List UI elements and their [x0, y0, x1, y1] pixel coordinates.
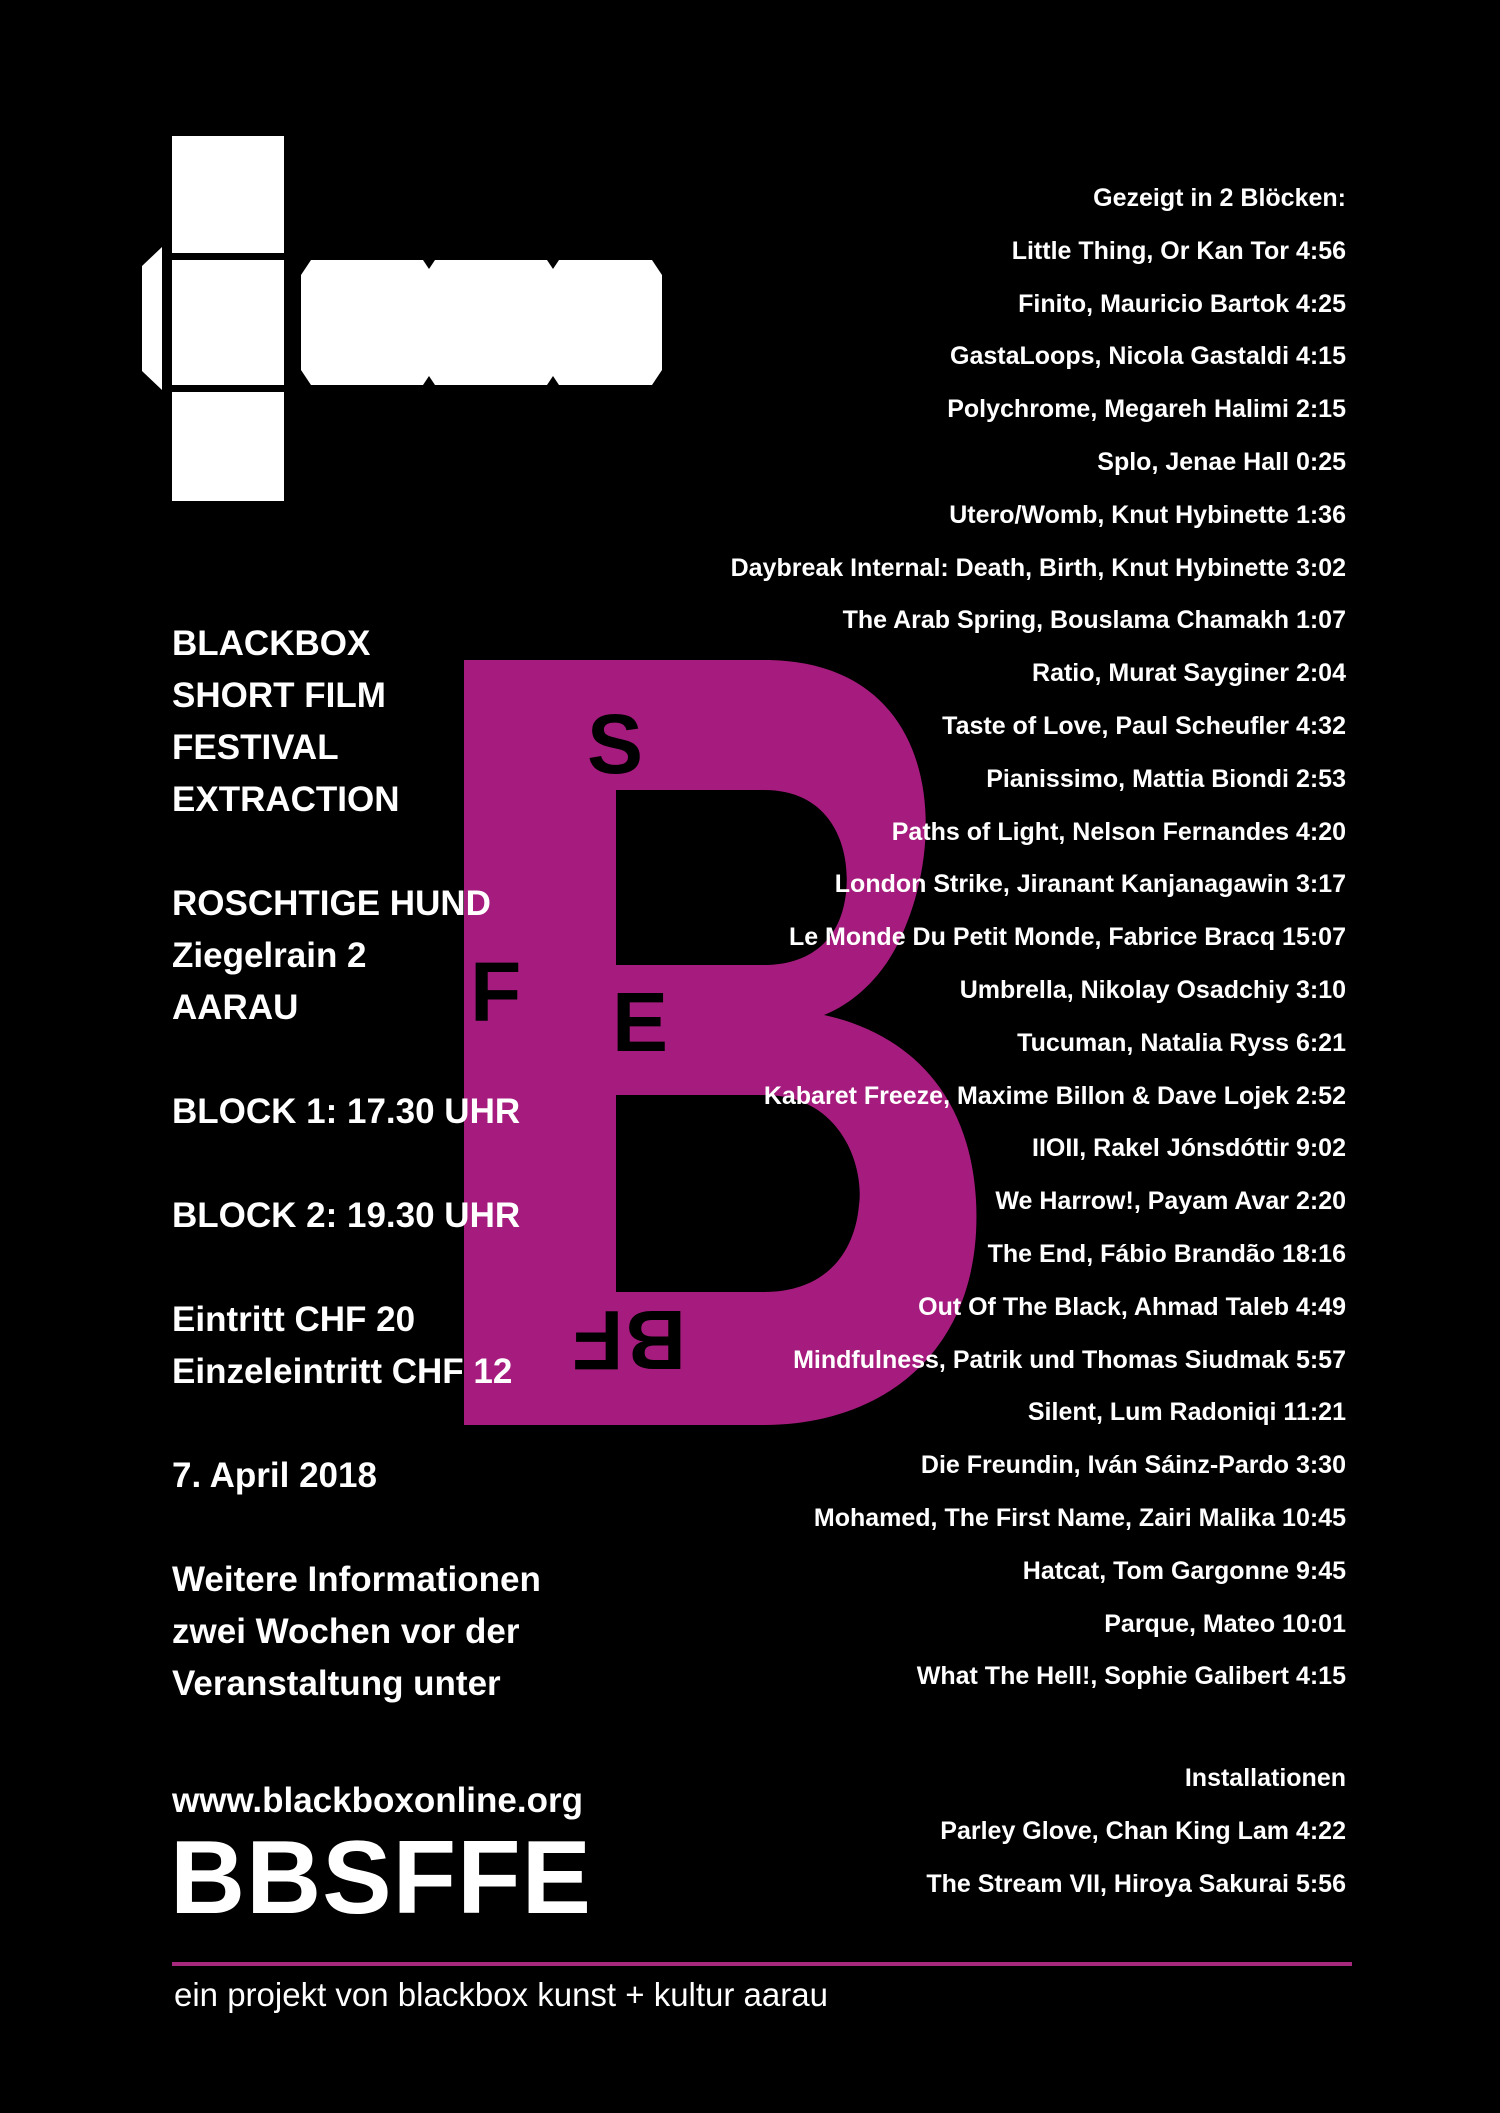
film-entry: Mohamed, The First Name, Zairi Malika 10:45 [813, 1503, 1346, 1532]
film-entry: Mindfulness, Patrik und Thomas Siudmak 5:57 [793, 1345, 1346, 1374]
block-1-time: BLOCK 1: 17.30 UHR [172, 1092, 521, 1131]
title-line: EXTRACTION [172, 780, 400, 819]
film-entry: Little Thing, Or Kan Tor 4:56 [1011, 236, 1346, 265]
program-heading: Gezeigt in 2 Blöcken: [1093, 184, 1346, 212]
title-line: FESTIVAL [172, 728, 339, 767]
film-entry: What The Hell!, Sophie Galibert 4:15 [916, 1662, 1346, 1691]
film-entry: We Harrow!, Payam Avar 2:20 [995, 1187, 1346, 1216]
film-entry: The End, Fábio Brandão 18:16 [987, 1239, 1346, 1268]
film-entry: IIOII, Rakel Jónsdóttir 9:02 [1032, 1134, 1346, 1163]
film-entry: Utero/Womb, Knut Hybinette 1:36 [949, 500, 1346, 529]
film-entry: Paths of Light, Nelson Fernandes 4:20 [891, 817, 1346, 846]
film-entry: Silent, Lum Radoniqi 11:21 [1027, 1398, 1346, 1427]
film-entry: Tucuman, Natalia Ryss 6:21 [1017, 1028, 1346, 1057]
film-entry: Ratio, Murat Sayginer 2:04 [1032, 659, 1346, 688]
installation-entry: Parley Glove, Chan King Lam 4:22 [940, 1816, 1346, 1845]
website-link[interactable]: www.blackboxonline.org [172, 1781, 583, 1820]
film-entry: Kabaret Freeze, Maxime Billon & Dave Lojek 2:52 [763, 1081, 1346, 1110]
footer-divider [172, 1962, 1352, 1966]
installations-heading: Installationen [1184, 1764, 1346, 1792]
film-entry: The Arab Spring, Bouslama Chamakh 1:07 [842, 606, 1346, 635]
film-entry: Out Of The Black, Ahmad Taleb 4:49 [918, 1292, 1346, 1321]
film-entry: Finito, Mauricio Bartok 4:25 [1018, 289, 1346, 318]
film-entry: Daybreak Internal: Death, Birth, Knut Hybinette 3:02 [730, 553, 1346, 582]
film-program [446, 172, 1346, 1703]
film-entry: Pianissimo, Mattia Biondi 2:53 [986, 764, 1346, 793]
film-entry: London Strike, Jiranant Kanjanagawin 3:17 [834, 870, 1346, 899]
venue-line: Ziegelrain 2 [172, 936, 367, 975]
film-entry: Die Freundin, Iván Sáinz-Pardo 3:30 [920, 1451, 1346, 1480]
price-line: Einzeleintritt CHF 12 [172, 1352, 513, 1391]
overlay-letter-e: E [612, 975, 669, 1069]
film-entry: Polychrome, Megareh Halimi 2:15 [947, 395, 1346, 424]
installation-entry: The Stream VII, Hiroya Sakurai 5:56 [926, 1869, 1346, 1898]
block-2-time: BLOCK 2: 19.30 UHR [172, 1196, 521, 1235]
installations [446, 1752, 1346, 1910]
film-entry: Umbrella, Nikolay Osadchiy 3:10 [959, 975, 1346, 1004]
film-entry: Le Monde Du Petit Monde, Fabrice Bracq 15:07 [788, 923, 1346, 952]
venue-line: ROSCHTIGE HUND [172, 884, 491, 923]
title-line: BLACKBOX [172, 624, 371, 663]
price-line: Eintritt CHF 20 [172, 1300, 416, 1339]
film-entry: Splo, Jenae Hall 0:25 [1097, 447, 1346, 476]
footer-credit: ein projekt von blackbox kunst + kultur aarau [174, 1976, 828, 2013]
info-line: Veranstaltung unter [172, 1664, 501, 1703]
event-date: 7. April 2018 [172, 1456, 377, 1495]
title-line: SHORT FILM [172, 676, 386, 715]
film-entry: Taste of Love, Paul Scheufler 4:32 [942, 711, 1346, 740]
overlay-letter-s: S [587, 697, 644, 791]
info-line: zwei Wochen vor der [172, 1612, 520, 1651]
film-entry: GastaLoops, Nicola Gastaldi 4:15 [950, 342, 1346, 371]
venue-line: AARAU [172, 988, 299, 1027]
overlay-letters-bf-rotated: BF [570, 1293, 686, 1387]
overlay-letter-f: F [470, 945, 522, 1039]
film-entry: Parque, Mateo 10:01 [1104, 1609, 1346, 1638]
info-line: Weitere Informationen [172, 1560, 541, 1599]
film-entry: Hatcat, Tom Gargonne 9:45 [1022, 1556, 1346, 1585]
festival-acronym: BBSFFE [170, 1820, 592, 1936]
